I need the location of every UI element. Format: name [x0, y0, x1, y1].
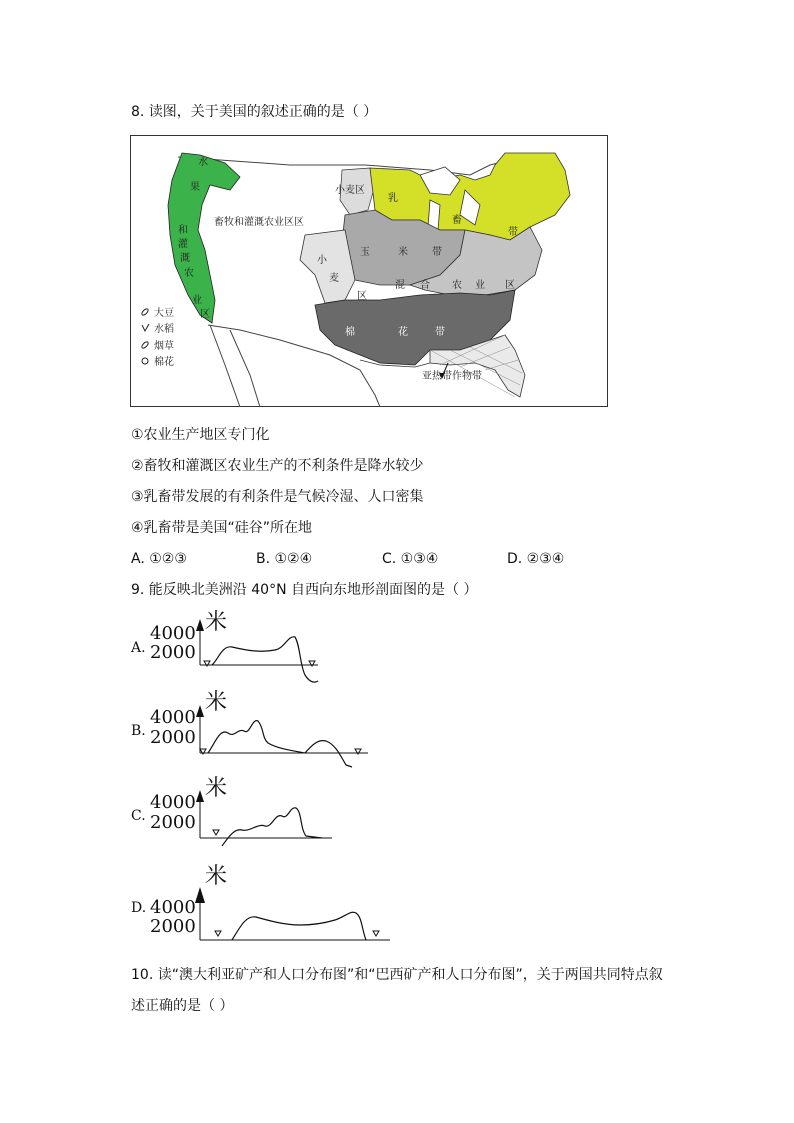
q8-option-b[interactable]: B. ①②④ [256, 551, 313, 567]
legend-tobacco: 烟草 [154, 341, 174, 352]
label-xiaomai-top: 小麦区 [335, 185, 365, 196]
label-mi: 米 [398, 247, 408, 258]
label-ye: 业 [475, 280, 485, 291]
q8-option-a[interactable]: A. ①②③ [131, 551, 187, 567]
label-hun: 混 [395, 280, 405, 291]
label-mian: 棉 [345, 327, 355, 338]
svg-text:水: 水 [198, 157, 208, 168]
q8-option-d[interactable]: D. ②③④ [507, 551, 565, 567]
svg-text:4000: 4000 [150, 792, 196, 813]
label-dai: 带 [508, 227, 518, 238]
q8-statement-4: ④乳畜带是美国“硅谷”所在地 [131, 520, 313, 536]
svg-text:A.: A. [131, 640, 146, 656]
label-he: 合 [420, 280, 430, 291]
label-qu2: 区 [505, 280, 515, 291]
svg-text:业: 业 [192, 295, 202, 306]
label-ru: 乳 [388, 193, 398, 204]
svg-text:果: 果 [190, 182, 200, 193]
svg-text:灌: 灌 [178, 239, 188, 250]
label-hua: 花 [398, 327, 408, 338]
svg-text:农: 农 [184, 268, 194, 279]
label-yu: 玉 [360, 247, 370, 258]
svg-text:4000: 4000 [150, 707, 196, 728]
q8-option-c[interactable]: C. ①③④ [382, 551, 439, 567]
label-yarezhi: 亚热带作物带 [422, 371, 482, 382]
svg-text:4000: 4000 [150, 897, 196, 918]
svg-text:D.: D. [131, 900, 147, 916]
usa-agriculture-map [130, 135, 608, 407]
label-dai3: 带 [435, 327, 445, 338]
legend-soybean: 大豆 [154, 308, 174, 319]
label-xu: 畜 [452, 215, 462, 226]
svg-text:2000: 2000 [150, 812, 196, 833]
legend-cotton: 棉花 [154, 357, 174, 368]
svg-text:和: 和 [178, 225, 188, 236]
label-xiao: 小 [317, 255, 327, 266]
svg-text:米: 米 [205, 690, 228, 715]
svg-text:B.: B. [131, 723, 146, 739]
q9-profile-d[interactable] [0, 855, 794, 955]
svg-text:米: 米 [205, 610, 228, 635]
label-dai2: 带 [432, 247, 442, 258]
q9-profile-c[interactable] [0, 768, 794, 868]
q8-statement-2: ②畜牧和灌溉区农业生产的不利条件是降水较少 [131, 458, 424, 474]
q8-statement-1: ①农业生产地区专门化 [131, 427, 270, 443]
svg-text:米: 米 [205, 776, 228, 801]
label-mai: 麦 [329, 273, 339, 284]
svg-text:区: 区 [200, 309, 210, 320]
label-qu: 区 [357, 291, 367, 302]
label-nong: 农 [452, 280, 462, 291]
label-xumu: 畜牧和灌溉农业区区 [214, 217, 304, 228]
svg-text:C.: C. [131, 808, 146, 824]
legend-rice: 水稻 [154, 324, 174, 335]
q10-line1: 10. 读“澳大利亚矿产和人口分布图”和“巴西矿产和人口分布图”，关于两国共同特点叙 [131, 967, 663, 983]
svg-text:2000: 2000 [150, 642, 196, 663]
q9-stem: 9. 能反映北美洲沿 40°N 自西向东地形剖面图的是（ ） [131, 582, 478, 598]
q8-statement-3: ③乳畜带发展的有利条件是气候冷湿、人口密集 [131, 489, 424, 505]
svg-text:溉: 溉 [180, 253, 190, 264]
svg-text:2000: 2000 [150, 916, 196, 937]
svg-text:4000: 4000 [150, 623, 196, 644]
svg-text:米: 米 [205, 864, 228, 889]
svg-text:2000: 2000 [150, 727, 196, 748]
q10-line2: 述正确的是（ ） [131, 998, 234, 1014]
q8-stem: 8. 读图，关于美国的叙述正确的是（ ） [131, 104, 378, 120]
